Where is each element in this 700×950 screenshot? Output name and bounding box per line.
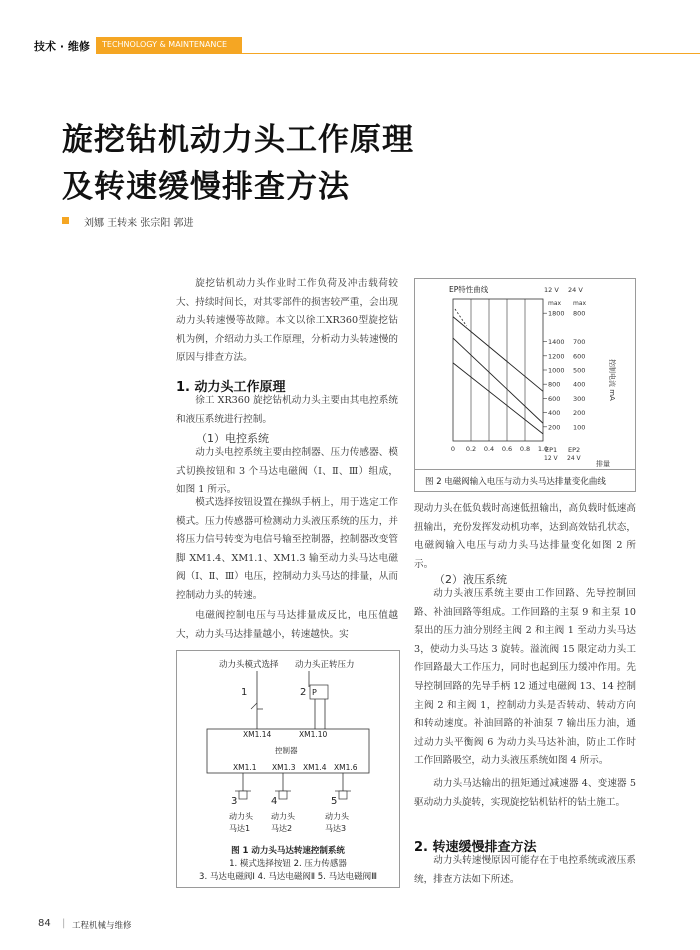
x-tick-5: 1.0 (537, 445, 549, 453)
num-5: 5 (331, 796, 338, 807)
pin-xm1-4: XM1.4 (303, 763, 327, 772)
pin-xm1-14: XM1.14 (243, 730, 272, 739)
y1-tick-5: 600 (548, 394, 561, 403)
ep-chart (415, 279, 635, 469)
x-tick-3: 0.6 (501, 445, 513, 453)
pin-xm1-3: XM1.3 (272, 763, 296, 772)
pin-xm1-10: XM1.10 (299, 730, 328, 739)
title-line-2: 及转速缓慢排查方法 (62, 169, 350, 205)
y2-max-label: max (573, 300, 587, 308)
y1-top: 12 V (544, 286, 559, 294)
subsection-1-para-2: 模式选择按钮设置在操纵手柄上，用于选定工作模式。压力传感器可检测动力头液压系统的压力，并将压力信号转变为电信号输至控制器，控制器改变管脚 XM1.4、XM1.1、XM1.3 输至动力头马达电磁阀（Ⅰ、Ⅱ、Ⅲ）电压，控制动力头马达的排量，从而控制动力头的转速。 (176, 497, 398, 601)
ep1-voltage: 12 V (544, 455, 558, 462)
y1-tick-4: 800 (548, 380, 561, 389)
subsection-1-title: （1）电控系统 (196, 432, 269, 445)
author-marker (62, 217, 69, 224)
label-pressure: 动力头正转压力 (295, 660, 355, 670)
header-rule (96, 53, 700, 54)
section-1-para: 徐工 XR360 旋挖钻机动力头主要由其电控系统和液压系统进行控制。 (176, 395, 398, 425)
solenoid-valve-1 (239, 791, 247, 799)
y2-tick-4: 400 (573, 380, 586, 389)
y2-tick-7: 100 (573, 423, 586, 432)
x-tick-2: 0.4 (483, 445, 495, 453)
pin-xm1-1: XM1.1 (233, 763, 257, 772)
subsection-1-para-1: 动力头电控系统主要由控制器、压力传感器、模式切换按钮和 3 个马达电磁阀（Ⅰ、Ⅱ、Ⅲ）组成，如图 1 所示。 (176, 447, 398, 496)
pin-xm1-6: XM1.6 (334, 763, 358, 772)
subsection-2-para-2: 动力头马达输出的扭矩通过减速器 4、变速器 5 驱动动力头旋转，实现旋挖钻机钻杆的钻土施工。 (414, 778, 636, 808)
subsection-2-title: （2）液压系统 (434, 573, 507, 586)
section-2-title: 2. 转速缓慢排查方法 (414, 840, 537, 855)
x-tick-1: 0.2 (465, 445, 477, 453)
y1-tick-0: 1800 (548, 309, 565, 318)
motor-3-b: 马达3 (325, 824, 347, 833)
y2-tick-1: 700 (573, 338, 586, 347)
x-tick-4: 0.8 (519, 445, 531, 453)
label-mode-select: 动力头模式选择 (219, 660, 279, 670)
x-label: 排量 (596, 460, 610, 468)
series-line-3 (453, 363, 543, 434)
sensor-p-label: P (312, 688, 317, 697)
subsection-2-para-1: 动力头液压系统主要由工作回路、先导控制回路、补油回路等组成。工作回路的主泵 9 和主泵 10 泵出的压力油分别经主阀 2 和主阀 1 至动力头马达 3，使动力头马达 3 旋转。溢流阀 15 限定动力头工作回路最大工作压力，同时也起到压力缓冲作用。先导控制回路的先导手柄 12 通过电磁阀 13、14 控制主阀 2 和主阀 1，控制动力头是否转动、转动方向和转动速度。补油回路的补油泵 7 输出压力油，通过动力头平衡阀 6 为动力头马达补油，防止工作时工作回路吸空，动力头液压系统如图 4 所示。 (414, 588, 636, 767)
y1-tick-3: 1000 (548, 366, 565, 375)
plot-frame (453, 299, 543, 441)
page-number: 84 (38, 918, 51, 929)
y2-tick-0: 800 (573, 309, 586, 318)
num-4: 4 (271, 796, 278, 807)
right-para-1: 现动力头在低负载时高速低扭输出，高负载时低速高扭输出，充份发挥发动机功率，达到高效钻孔状态，电磁阀输入电压与动力头马达排量变化如图 2 所示。 (414, 503, 636, 570)
figure-2-divider (415, 469, 635, 470)
x-tick-0: 0 (450, 445, 456, 453)
solenoid-valve-3 (339, 791, 347, 799)
y2-tick-2: 600 (573, 352, 586, 361)
solenoid-valve-2 (279, 791, 287, 799)
motor-1-a: 动力头 (229, 812, 253, 821)
y1-tick-7: 200 (548, 423, 561, 432)
chart-title: EP特性曲线 (449, 285, 489, 294)
y1-tick-1: 1400 (548, 338, 565, 347)
motor-1-b: 马达1 (229, 824, 251, 833)
figure-1 (176, 650, 400, 888)
figure-1-caption: 图 1 动力头马达转速控制系统 (231, 846, 345, 856)
authors: 刘娜 王转来 张宗阳 郭进 (84, 218, 194, 229)
y2-tick-6: 200 (573, 409, 586, 418)
ep1-label: EP1 (545, 446, 558, 454)
figure-2-caption: 图 2 电磁阀输入电压与动力头马达排量变化曲线 (425, 477, 606, 487)
motor-3-a: 动力头 (325, 812, 349, 821)
footer-separator: | (62, 918, 66, 929)
figure-2 (414, 278, 636, 492)
num-2: 2 (300, 687, 307, 698)
y2-top: 24 V (568, 286, 583, 294)
y2-tick-3: 500 (573, 366, 586, 375)
y2-axis-label: 控制电流 mA (608, 359, 616, 401)
section-1-title: 1. 动力头工作原理 (176, 380, 286, 395)
subsection-1-para-3: 电磁阀控制电压与马达排量成反比，电压值越大，动力头马达排量越小，转速越快。实 (176, 610, 398, 640)
figure-1-legend-1: 1. 模式选择按钮 2. 压力传感器 (229, 859, 347, 869)
figure-1-legend-2: 3. 马达电磁阀Ⅰ 4. 马达电磁阀Ⅱ 5. 马达电磁阀Ⅲ (199, 872, 377, 882)
y1-tick-2: 1200 (548, 352, 565, 361)
num-1: 1 (241, 687, 248, 698)
controller-label: 控制器 (275, 746, 298, 755)
section-label: 技术 · 维修 (34, 40, 90, 53)
journal-name: 工程机械与维修 (72, 921, 132, 931)
y2-tick-5: 300 (573, 394, 586, 403)
y1-max-label: max (548, 300, 562, 308)
title-line-1: 旋挖钻机动力头工作原理 (62, 122, 414, 158)
ep2-voltage: 24 V (567, 455, 581, 462)
section-2-para: 动力头转速慢原因可能存在于电控系统或液压系统，排查方法如下所述。 (414, 855, 636, 885)
num-3: 3 (231, 796, 238, 807)
ep2-label: EP2 (568, 446, 581, 454)
abstract: 旋挖钻机动力头作业时工作负荷及冲击载荷较大、持续时间长，对其零部件的损害较严重，会出现动力头转速慢等故障。本文以徐工XR360型旋挖钻机为例，介绍动力头工作原理，分析动力头转速慢的原因与排查方法。 (176, 278, 398, 364)
motor-2-a: 动力头 (271, 812, 295, 821)
y1-tick-6: 400 (548, 409, 561, 418)
section-label-en: TECHNOLOGY & MAINTENANCE (96, 37, 242, 53)
motor-2-b: 马达2 (271, 824, 293, 833)
